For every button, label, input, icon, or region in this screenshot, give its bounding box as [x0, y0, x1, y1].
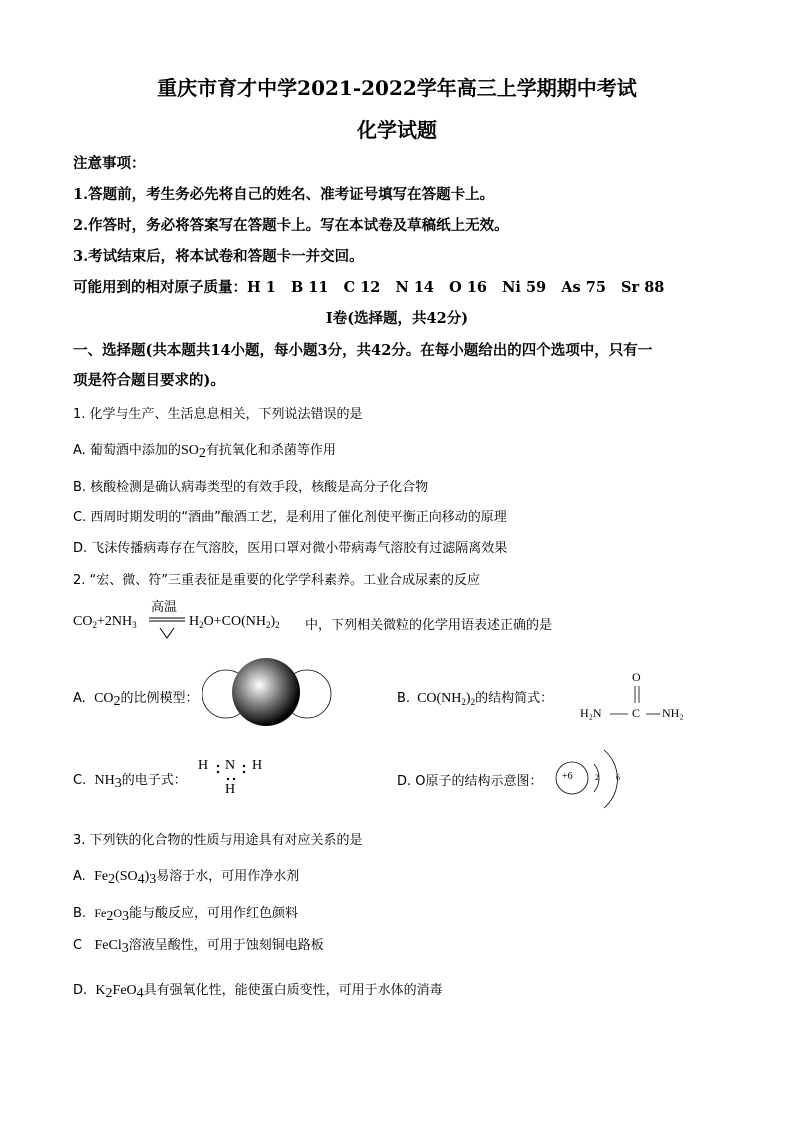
q2-option-b: B. $CO(NH_2)_2$的结构简式：: [397, 691, 554, 707]
q3-stem: 3. 下列铁的化合物的性质与用途具有对应关系的是: [73, 833, 363, 848]
section-instruction: 一、选择题(共本题共14小题，每小题3分，共42分。在每小题给出的四个选项中，只有一: [73, 342, 653, 359]
note-item: 3.考试结束后，将本试卷和答题卡一并交回。: [73, 248, 364, 265]
q2-option-a: A. $CO_2$的比例模型：: [73, 691, 199, 709]
equals-arrow-icon: [147, 614, 187, 640]
reaction-condition: 高温: [151, 600, 178, 615]
oxygen-atom-structure-diagram: +6 2 6: [552, 740, 632, 820]
q1-option-a: A. 葡萄酒中添加的$SO_2$有抗氧化和杀菌等作用: [73, 443, 336, 461]
part-heading: Ⅰ卷(选择题，共42分): [325, 310, 469, 327]
exam-title: 重庆市育才中学2021-2022学年高三上学期期中考试: [157, 76, 637, 100]
q1-stem: 1. 化学与生产、生活息息相关，下列说法错误的是: [73, 407, 363, 422]
q1-option-d: D. 飞沫传播病毒存在气溶胶，医用口罩对微小带病毒气溶胶有过滤隔离效果: [73, 541, 508, 556]
exam-subtitle: 化学试题: [357, 118, 437, 142]
q3-option-b: B. $Fe_2O_3$能与酸反应，可用作红色颜料: [73, 906, 299, 924]
note-item: 1.答题前，考生务必先将自己的姓名、准考证号填写在答题卡上。: [73, 186, 495, 203]
q3-option-c: C FeCl$_3$溶液呈酸性，可用于蚀刻铜电路板: [73, 938, 324, 956]
q2-stem: 2. “宏、微、符”三重表征是重要的化学学科素养。工业合成尿素的反应: [73, 573, 481, 588]
q1-option-c: C. 西周时期发明的“酒曲”酿酒工艺，是利用了催化剂使平衡正向移动的原理: [73, 510, 507, 525]
q2-option-d: D. O原子的结构示意图：: [397, 774, 543, 789]
q1-option-b: B. 核酸检测是确认病毒类型的有效手段，核酸是高分子化合物: [73, 480, 429, 495]
section-instruction-cont: 项是符合题目要求的)。: [73, 372, 225, 389]
electron-dots: [198, 754, 268, 800]
q3-option-a: A. $Fe_2(SO_4)_3$易溶于水，可用作净水剂: [73, 869, 300, 887]
atomic-mass-line: 可能用到的相对原子质量：H 1 B 11 C 12 N 14 O 16 Ni 59 As 75 Sr 88: [73, 279, 665, 296]
notes-heading: 注意事项：: [73, 155, 146, 172]
q3-option-d: D. $K_2FeO_4$具有强氧化性，能使蛋白质变性，可用于水体的消毒: [73, 983, 443, 1001]
co2-space-filling-model: [202, 648, 332, 738]
note-item: 2.作答时，务必将答案写在答题卡上。写在本试卷及草稿纸上无效。: [73, 217, 509, 234]
urea-structure-diagram: O C H₂N NH₂: [580, 668, 700, 728]
q2-option-c: C. $NH_3$的电子式：: [73, 773, 187, 791]
nh3-electron-formula: H N H H: [198, 754, 268, 800]
